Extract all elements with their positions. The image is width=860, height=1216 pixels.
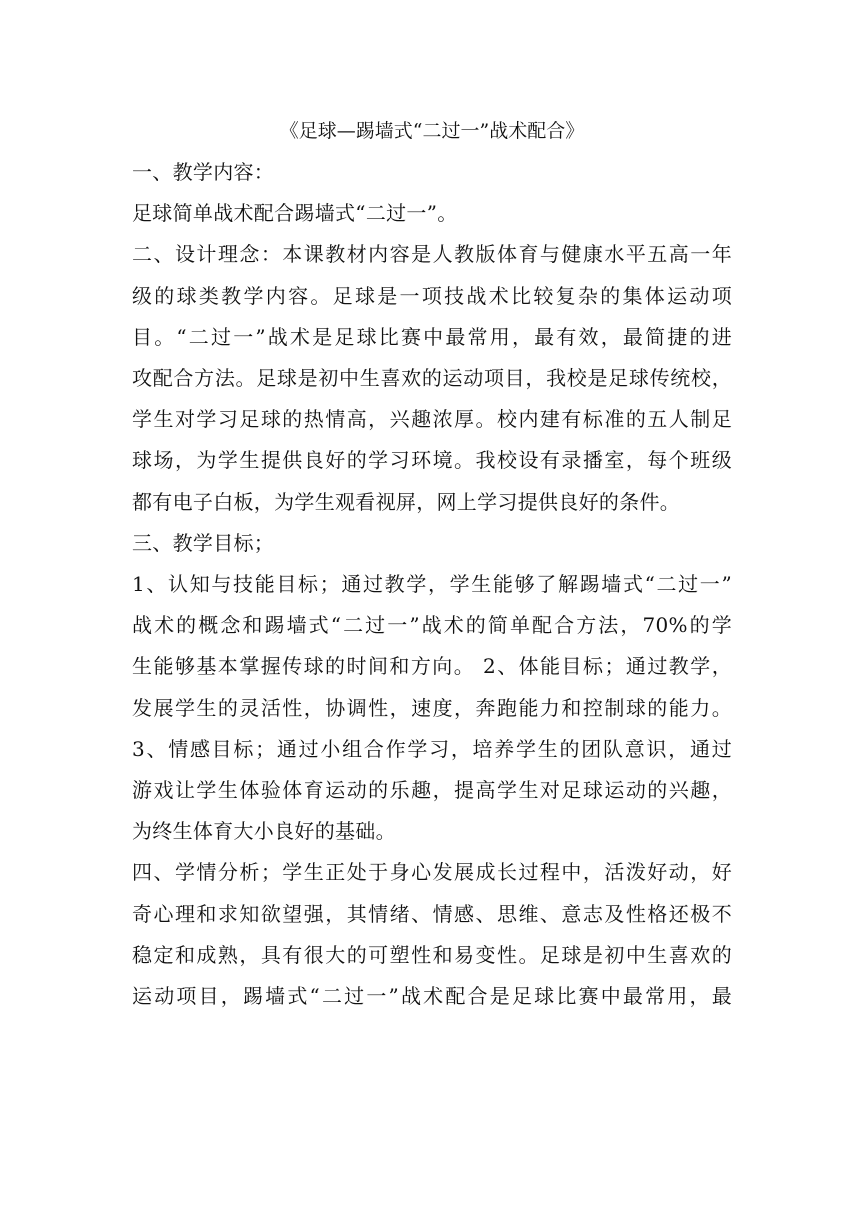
paragraph-line: 奇心理和求知欲望强，其情绪、情感、思维、意志及性格还极不 xyxy=(132,901,732,926)
paragraph-line: 为终生体育大小良好的基础。 xyxy=(132,819,396,844)
paragraph-line: 学生对学习足球的热情高，兴趣浓厚。校内建有标准的五人制足 xyxy=(132,407,732,432)
paragraph-line: 生能够基本掌握传球的时间和方向。 2、体能目标；通过教学， xyxy=(132,654,732,679)
paragraph-line: 球场，为学生提供良好的学习环境。我校设有录播室，每个班级 xyxy=(132,448,732,473)
paragraph-line: 稳定和成熟，具有很大的可塑性和易变性。足球是初中生喜欢的 xyxy=(132,942,732,967)
paragraph-line: 足球简单战术配合踢墙式“二过一”。 xyxy=(132,201,458,226)
paragraph-line: 1、认知与技能目标；通过教学，学生能够了解踢墙式“二过一” xyxy=(132,572,732,597)
section-heading-teaching-content: 一、教学内容： xyxy=(132,160,275,184)
section-heading-teaching-goals: 三、教学目标； xyxy=(132,530,275,555)
paragraph-line: 运动项目，踢墙式“二过一”战术配合是足球比赛中最常用，最 xyxy=(132,984,732,1009)
paragraph-line: 3、情感目标；通过小组合作学习，培养学生的团队意识，通过 xyxy=(132,736,732,761)
paragraph-line: 发展学生的灵活性，协调性，速度，奔跑能力和控制球的能力。 xyxy=(132,695,732,720)
section-heading-design-concept: 二、设计理念：本课教材内容是人教版体育与健康水平五高一年 xyxy=(132,242,732,267)
paragraph-line: 战术的概念和踢墙式“二过一”战术的简单配合方法，70%的学 xyxy=(132,613,732,638)
document-page xyxy=(132,110,732,1017)
paragraph-line: 级的球类教学内容。足球是一项技战术比较复杂的集体运动项 xyxy=(132,283,732,308)
paragraph-line: 攻配合方法。足球是初中生喜欢的运动项目，我校是足球传统校， xyxy=(132,366,732,391)
section-heading-student-analysis: 四、学情分析；学生正处于身心发展成长过程中，活泼好动，好 xyxy=(132,860,732,885)
paragraph-line: 目。“二过一”战术是足球比赛中最常用，最有效，最简捷的进 xyxy=(132,324,732,349)
paragraph-line: 都有电子白板，为学生观看视屏，网上学习提供良好的条件。 xyxy=(132,489,681,514)
document-title: 《足球—踢墙式“二过一”战术配合》 xyxy=(279,120,585,142)
paragraph-line: 游戏让学生体验体育运动的乐趣，提高学生对足球运动的兴趣， xyxy=(132,778,732,803)
